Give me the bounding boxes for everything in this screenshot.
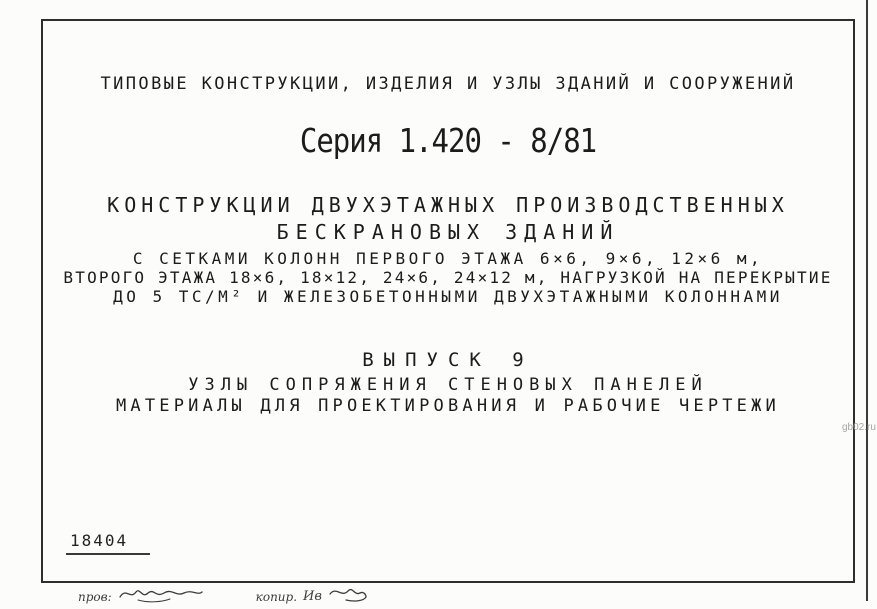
signature-icon (118, 584, 204, 604)
document-header: ТИПОВЫЕ КОНСТРУКЦИИ, ИЗДЕЛИЯ И УЗЛЫ ЗДАНИЙ И СООРУЖЕНИЙ (100, 74, 796, 94)
main-title-line1: КОНСТРУКЦИИ ДВУХЭТАЖНЫХ ПРОИЗВОДСТВЕННЫХ (107, 193, 789, 217)
document-number-value: 18404 (66, 531, 150, 555)
copied-by-label: копир. (255, 590, 298, 604)
main-title-line2: БЕСКРАНОВЫХ ЗДАНИЙ (276, 220, 620, 244)
sheet-edge-line (866, 0, 868, 601)
issue-title: ВЫПУСК 9 (362, 349, 534, 371)
subtitle-line2: ВТОРОГО ЭТАЖА 18×6, 18×12, 24×6, 24×12 м, НАГРУЗКОЙ НА ПЕРЕКРЫТИЕ (63, 268, 833, 287)
watermark-text: gb02.ru (842, 422, 876, 433)
issue-subtitle-line1: УЗЛЫ СОПРЯЖЕНИЯ СТЕНОВЫХ ПАНЕЛЕЙ (188, 375, 708, 395)
copied-signature-text: Ив (303, 589, 322, 604)
checked-by-label: пров: (78, 590, 112, 604)
signature-flourish-icon (328, 584, 368, 604)
handwritten-footer (78, 584, 368, 604)
series-title: Серия 1.420 - 8/81 (299, 122, 597, 161)
subtitle-line3: ДО 5 ТС/М² И ЖЕЛЕЗОБЕТОННЫМИ ДВУХЭТАЖНЫМИ КОЛОННАМИ (113, 287, 783, 306)
subtitle-line1: С СЕТКАМИ КОЛОНН ПЕРВОГО ЭТАЖА 6×6, 9×6, 12×6 м, (132, 249, 764, 268)
issue-subtitle-line2: МАТЕРИАЛЫ ДЛЯ ПРОЕКТИРОВАНИЯ И РАБОЧИЕ ЧЕРТЕЖИ (115, 396, 780, 416)
document-number (66, 531, 150, 555)
